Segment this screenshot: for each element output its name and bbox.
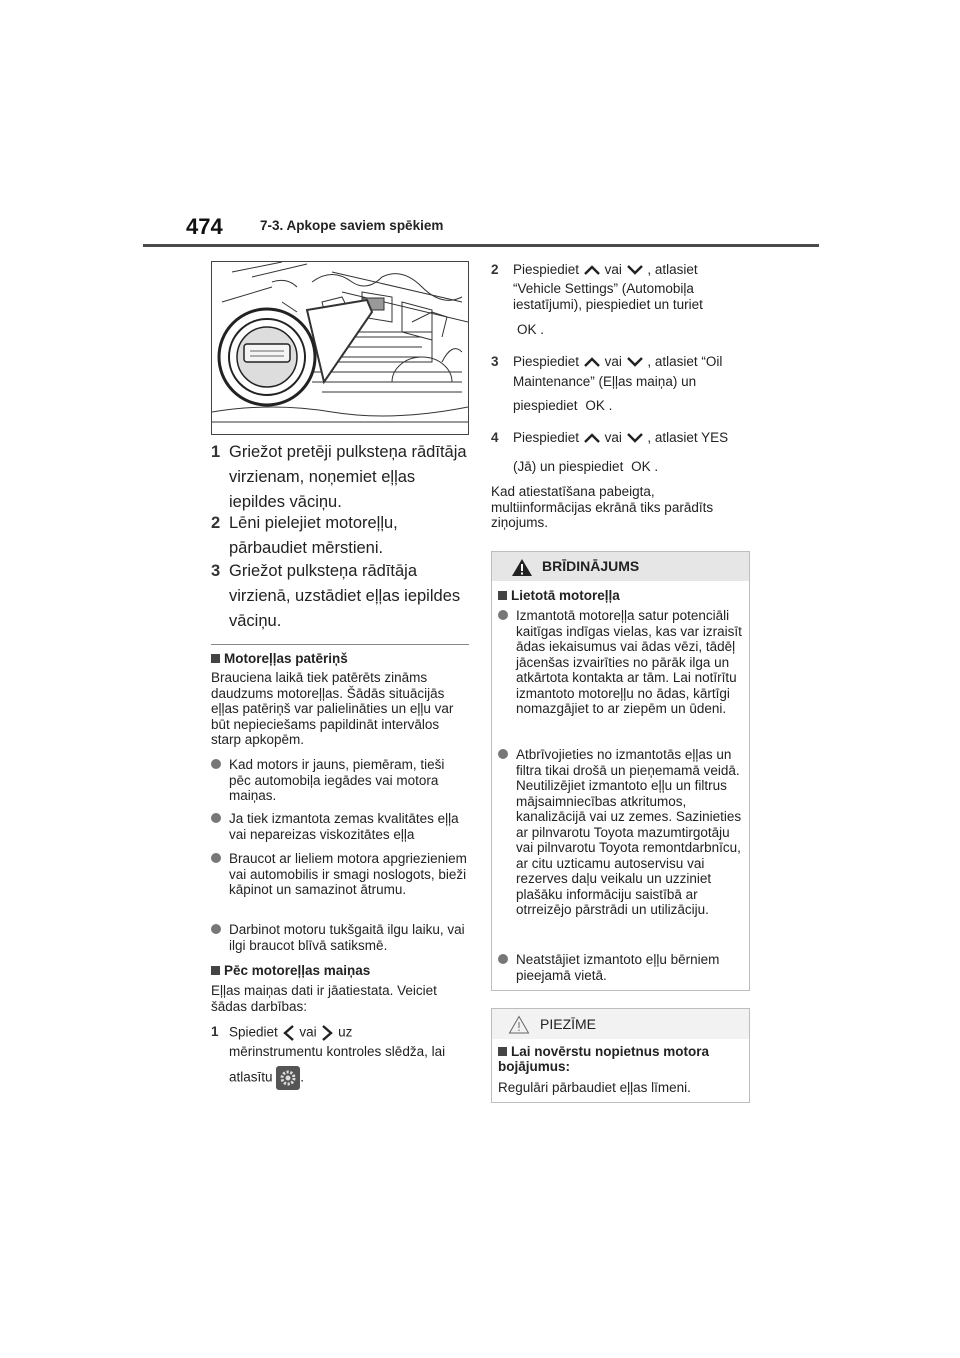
step-text: .: [654, 459, 659, 474]
consumption-bullet: [211, 811, 469, 843]
consumption-bullet: [211, 851, 469, 915]
consumption-intro: Brauciena laikā tiek patērēts zināms daudzums motoreļļas. Šādās situācijās eļļas patēriņš var palielināties un eļļu var būt nepieciešams papildināt intervālos starp apkopēm.: [211, 670, 454, 747]
step-text: .: [300, 1069, 305, 1085]
step-text: Piespiediet: [513, 430, 580, 445]
step-number: 2: [211, 514, 221, 532]
step-text: (Jā) un piespiediet: [513, 459, 624, 474]
step-text: .: [608, 398, 613, 413]
step-text: “Vehicle Settings” (Automobiļa: [513, 281, 694, 296]
warning-triangle-icon: [511, 558, 533, 577]
warning-bullet: [498, 952, 746, 986]
oil-change-intro: Eļļas maiņas dati ir jāatiestata. Veiciet šādas darbības:: [211, 983, 437, 1014]
step-text: .: [540, 322, 545, 337]
step-text: atlasītu: [229, 1069, 273, 1085]
chevron-down-icon: [626, 264, 644, 276]
bullet-dot-icon: [498, 954, 508, 964]
step-number: 1: [211, 443, 221, 461]
oil-change-heading: [211, 963, 370, 978]
heading-text: Lietotā motoreļļa: [511, 588, 620, 603]
chevron-down-icon: [626, 356, 644, 368]
bullet-text: Neatstājiet izmantoto eļļu bērniem pieejamā vietā.: [516, 952, 720, 983]
section-title: 7-3. Apkope saviem spēkiem: [260, 218, 444, 233]
square-bullet-icon: [498, 1047, 507, 1056]
step-3: [211, 559, 469, 634]
step-2: [211, 511, 469, 561]
step-text: uz: [338, 1024, 353, 1040]
heading-text: Pēc motoreļļas maiņas: [224, 963, 371, 978]
warning-box: [491, 551, 750, 991]
reset-step-1: [211, 1024, 469, 1094]
step-number: 3: [211, 562, 221, 580]
heading-text: Lai novērstu nopietnus motora bojājumus:: [498, 1044, 710, 1074]
step-text: Piespiediet: [513, 262, 580, 277]
step-text: iestatījumi), piespiediet un turiet: [513, 297, 703, 312]
step-number: 4: [491, 430, 499, 445]
engine-bay-drawing: [212, 262, 468, 434]
step-text: Piespiediet: [513, 354, 580, 369]
notice-heading: [498, 1044, 742, 1074]
heading-text: Motoreļļas patēriņš: [224, 651, 348, 666]
bullet-text: Darbinot motoru tukšgaitā ilgu laiku, vai ilgi braucot blīvā satiksmē.: [229, 922, 465, 953]
chevron-down-icon: [626, 432, 644, 444]
square-bullet-icon: [498, 591, 507, 600]
step-text: , atlasiet: [647, 262, 698, 277]
warning-header: [492, 552, 749, 581]
bullet-text: Izmantotā motoreļļa satur potenciāli kaitīgas indīgas vielas, kas var izraisīt ādas iekaisumus vai ādas vēzi, tādēļ jācenšas izvairīties no pārāk ilga un atkārtota kontakta ar tām. Lai notīrītu izmantoto motoreļļu no ādas, kārtīgi nomazgājiet to ar ziepēm un ūdeni.: [516, 608, 742, 716]
ok-button-icon: OK: [631, 459, 651, 474]
chevron-up-icon: [583, 356, 601, 368]
reset-step-3: [491, 354, 749, 422]
warning-bullet: [498, 747, 746, 943]
square-bullet-icon: [211, 966, 220, 975]
consumption-heading: [211, 651, 348, 666]
chevron-left-icon: [282, 1024, 296, 1042]
step-text: Spiediet: [229, 1024, 278, 1040]
step-number: 2: [491, 262, 499, 277]
ok-button-icon: OK: [585, 398, 605, 413]
step-text: mērinstrumentu kontroles slēdža, lai: [229, 1044, 446, 1059]
page-number: 474: [186, 214, 223, 239]
warning-heading: [498, 588, 620, 603]
bullet-dot-icon: [211, 813, 221, 823]
step-number: 3: [491, 354, 499, 369]
step-text: Griežot pulksteņa rādītāja virzienā, uzstādiet eļļas iepildes vāciņu.: [229, 562, 461, 630]
bullet-dot-icon: [211, 924, 221, 934]
step-number: 1: [211, 1024, 219, 1039]
step-text: Griežot pretēji pulksteņa rādītāja virzienam, noņemiet eļļas iepildes vāciņu.: [229, 443, 467, 511]
step-text: , atlasiet “Oil: [647, 354, 723, 369]
step-1: [211, 440, 469, 515]
step-text: vai: [604, 430, 622, 445]
step-text: piespiediet: [513, 398, 578, 413]
engine-oil-filler-cap-illustration: [211, 261, 469, 435]
warning-bullet: [498, 608, 746, 738]
reset-complete-note: Kad atiestatīšana pabeigta, multiinformācijas ekrānā tiks parādīts ziņojums.: [491, 484, 714, 530]
chevron-up-icon: [583, 432, 601, 444]
step-text: vai: [299, 1024, 317, 1040]
notice-text: Regulāri pārbaudiet eļļas līmeni.: [498, 1080, 691, 1095]
notice-triangle-icon: [508, 1015, 530, 1034]
step-text: , atlasiet YES: [647, 430, 729, 445]
consumption-bullet: [211, 922, 469, 954]
step-text: vai: [604, 354, 622, 369]
header-rule: [143, 244, 819, 247]
bullet-dot-icon: [211, 759, 221, 769]
bullet-text: Braucot ar lieliem motora apgriezieniem vai automobilis ir smagi noslogots, bieži kāpinot un samazinot ātrumu.: [229, 851, 467, 897]
bullet-dot-icon: [498, 749, 508, 759]
warning-title: BRĪDINĀJUMS: [542, 558, 640, 574]
bullet-dot-icon: [498, 610, 508, 620]
step-text: Maintenance” (Eļļas maiņa) un: [513, 374, 697, 389]
bullet-text: Atbrīvojieties no izmantotās eļļas un filtra tikai drošā un pieņemamā veidā. Neutilizējiet izmantoto eļļu un filtrus mājsaimniecības atkritumos, kanalizācijā vai uz zemes. Sazinieties ar pilnvarotu Toyota mazumtirgotāju vai pilnvarotu Toyota remontdarbnīcu, ar citu uzticamu autoservisu vai rezerves daļu veikalu un uzziniet plašāku informāciju saistībā ar otrreizējo pārstrādi un utilizāciju.: [516, 747, 742, 917]
notice-box: [491, 1008, 750, 1103]
gear-icon: [276, 1066, 300, 1090]
notice-title: PIEZĪME: [540, 1016, 597, 1032]
reset-step-4: [491, 430, 749, 476]
chevron-up-icon: [583, 264, 601, 276]
step-text: Lēni pielejiet motoreļļu, pārbaudiet mērstieni.: [229, 514, 398, 557]
chevron-right-icon: [320, 1024, 334, 1042]
bullet-dot-icon: [211, 853, 221, 863]
bullet-text: Kad motors ir jauns, piemēram, tieši pēc automobiļa iegādes vai motora maiņas.: [229, 757, 445, 803]
consumption-bullet: [211, 757, 469, 805]
notice-header: [492, 1009, 749, 1039]
section-divider: [211, 644, 469, 645]
square-bullet-icon: [211, 654, 220, 663]
bullet-text: Ja tiek izmantota zemas kvalitātes eļļa vai nepareizas viskozitātes eļļa: [229, 811, 459, 842]
reset-step-2: [491, 262, 749, 344]
step-text: vai: [604, 262, 622, 277]
ok-button-icon: OK: [517, 322, 537, 337]
